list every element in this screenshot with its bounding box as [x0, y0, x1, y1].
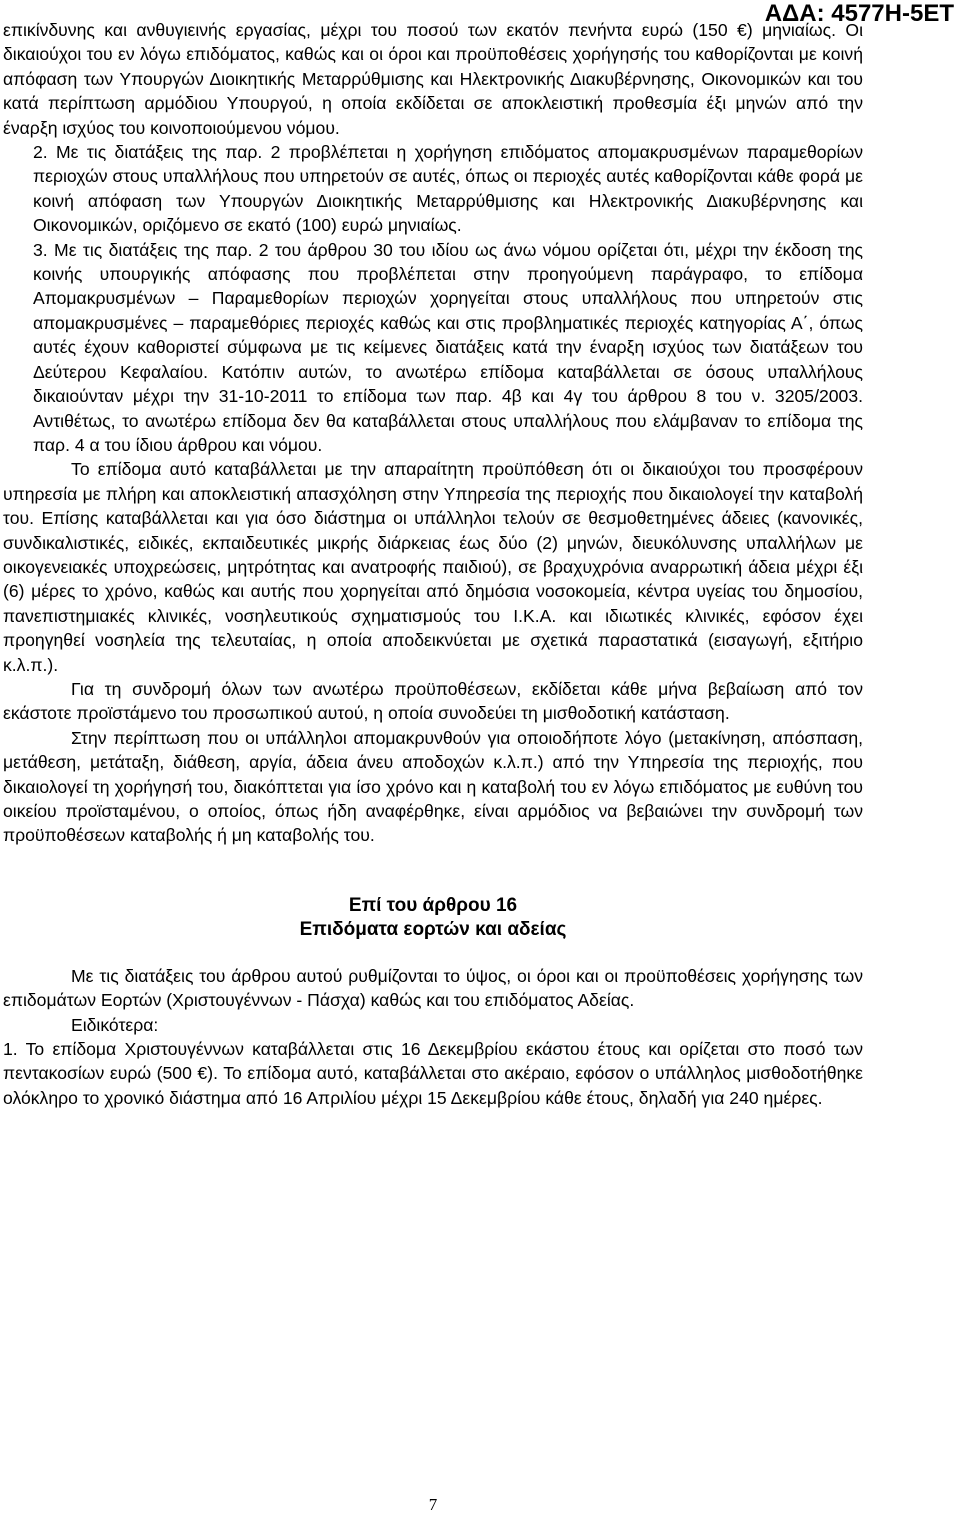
article-subheading: Επιδόματα εορτών και αδείας — [299, 918, 567, 940]
document-body — [3, 18, 863, 1110]
paragraph-holiday-intro: Με τις διατάξεις του άρθρου αυτού ρυθμίζονται το ύψος, οι όροι και οι προϋποθέσεις χορήγησης των επιδομάτων Εορτών (Χριστουγέννων - Πάσχα) καθώς και του επιδόματος Αδείας. — [3, 965, 863, 1011]
article-heading: Επί του άρθρου 16 — [348, 894, 518, 916]
paragraph-allowance-hazard: επικίνδυνης και ανθυγιεινής εργασίας, μέχρι του ποσού των εκατόν πενήντα ευρώ (150 €) μηνιαίως. Οι δικαιούχοι του εν λόγω επιδόματος, καθώς και οι όροι και προϋποθέσεις χορήγησής του καθορίζονται με κοινή απόφαση των Υπουργών Διοικητικής Μεταρρύθμισης και Ηλεκτρονικής Διακυβέρνησης, Οικονομικών και του κατά περίπτωση αρμόδιου Υπουργού, η οποία εκδίδεται σε αποκλειστική προθεσμία έξι μηνών από την έναρξη ισχύος του κοινοποιούμενου νόμου. — [3, 20, 863, 138]
page-number: 7 — [428, 1495, 438, 1514]
paragraph-christmas-bonus: 1. Το επίδομα Χριστουγέννων καταβάλλεται στις 16 Δεκεμβρίου εκάστου έτους και ορίζεται στο ποσό των πεντακοσίων ευρώ (500 €). Το επίδομα αυτό, καταβάλλεται στο ακέραιο, εφόσον ο υπάλληλος μισθοδοτήθηκε ολόκληρο το χρονικό διάστημα από 16 Απριλίου μέχρι 15 Δεκεμβρίου κάθε έτους, δηλαδή για 240 ημέρες. — [3, 1039, 863, 1108]
paragraph-certificate: Για τη συνδρομή όλων των ανωτέρω προϋποθέσεων, εκδίδεται κάθε μήνα βεβαίωση από τον εκάστοτε προϊστάμενο του προσωπικού αυτού, η οποία συνοδεύει τη μισθοδοτική κατάσταση. — [3, 678, 863, 724]
paragraph-interruption: Στην περίπτωση που οι υπάλληλοι απομακρυνθούν για οποιοδήποτε λόγο (μετακίνηση, απόσπαση, μετάθεση, μετάταξη, διάθεση, αργία, άδεια άνευ αποδοχών κ.λ.π.) από την Υπηρεσία της περιοχής, που δικαιολογεί τη χορήγησή του, διακόπτεται για ίσο χρόνο και η καταβολή του εν λόγω επιδόματος με ευθύνη του οικείου προϊσταμένου, ο οποίος, όπως ήδη αναφέρθηκε, είναι αρμόδιος να βεβαιώνει την συνδρομή των προϋποθέσεων καταβολής ή μη καταβολής του. — [3, 727, 863, 846]
paragraph-item-2: 2. Με τις διατάξεις της παρ. 2 προβλέπεται η χορήγηση επιδόματος απομακρυσμένων παραμεθορίων περιοχών στους υπαλλήλους που υπηρετούν σε αυτές, όπως οι περιοχές αυτές καθορίζονται κάθε φορά με κοινή απόφαση των Υπουργών Διοικητικής Μεταρρύθμισης και Ηλεκτρονικής Διακυβέρνησης και Οικονομικών, οριζόμενο σε εκατό (100) ευρώ μηνιαίως. — [33, 142, 863, 236]
ada-code: ΑΔΑ: 4577Η-5ΕΤ — [764, 0, 954, 27]
paragraph-conditions: Το επίδομα αυτό καταβάλλεται με την απαραίτητη προϋπόθεση ότι οι δικαιούχοι του προσφέρουν υπηρεσία με πλήρη και αποκλειστική απασχόληση στην Υπηρεσία της περιοχής που δικαιολογεί την καταβολή του. Επίσης καταβάλλεται και για όσο διάστημα οι υπάλληλοι τελούν σε θεσμοθετημένες άδειες (κανονικές, συνδικαλιστικές, ειδικές, εκπαιδευτικές μικρής διάρκειας έως δύο (2) μηνών, διευκόλυνσης υπαλλήλων με οικογενειακές υποχρεώσεις, μητρότητας και ανατροφής παιδιού), σε βραχυχρόνια αναρρωτική άδεια μέχρι έξι (6) μέρες το χρόνο, καθώς και αυτής που χορηγείται από δημόσια νοσοκομεία, κέντρα υγείας του δημοσίου, πανεπιστημιακές κλινικές, νοσηλευτικούς σχηματισμούς του Ι.Κ.Α. και ιδιωτικές κλινικές, εφόσον έχει προηγηθεί νοσηλεία της τελευταίας, η οποία αποδεικνύεται με σχετικά παραστατικά (εισαγωγή, εξιτήριο κ.λ.π.). — [3, 459, 863, 675]
paragraph-specifically: Ειδικότερα: — [71, 1014, 159, 1035]
paragraph-item-3: 3. Με τις διατάξεις της παρ. 2 του άρθρου 30 του ιδίου ως άνω νόμου ορίζεται ότι, μέχρι την έκδοση της κοινής υπουργικής απόφασης που προβλέπεται στην προηγούμενη παράγραφο, το επίδομα Απομακρυσμένων – Παραμεθορίων περιοχών χορηγείται στους υπαλλήλους που υπηρετούν στις απομακρυσμένες – παραμεθόριες περιοχές καθώς και στις προβληματικές περιοχές κατηγορίας Α΄, όπως αυτές έχουν καθοριστεί σύμφωνα με τις κείμενες διατάξεις κατά την έναρξη ισχύος των διατάξεων του Δεύτερου Κεφαλαίου. Κατόπιν αυτών, το ανωτέρω επίδομα καταβάλλεται σε όσους υπαλλήλους δικαιούνταν μέχρι την 31-10-2011 το επίδομα των παρ. 4β και 4γ του άρθρου 8 του ν. 3205/2003. Αντιθέτως, το ανωτέρω επίδομα δεν θα καταβάλλεται στους υπαλλήλους που ελάμβαναν το επίδομα της παρ. 4 α του ίδιου άρθρου και νόμου. — [33, 239, 863, 455]
